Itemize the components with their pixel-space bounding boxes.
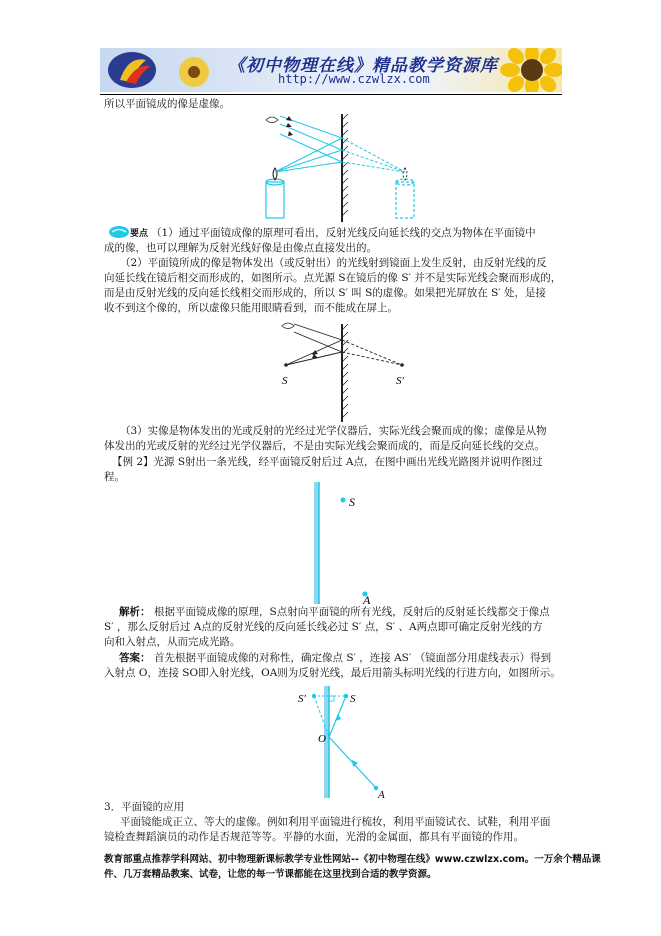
example2-line1: 【例 2】光源 S射出一条光线，经平面镜反射后过 A点，在图中画出光线光路图并说明作图过 — [112, 456, 543, 468]
analysis-line1: 根据平面镜成像的原理，S点射向平面镜的所有光线，反射后的反射延长线都交于像点 — [154, 606, 550, 618]
example2-line2: 程。 — [104, 471, 125, 483]
header-rule — [100, 94, 562, 95]
note1-line1: （1）通过平面镜成像的原理可看出，反射光线反向延长线的交点为物体在平面镜中 — [151, 227, 536, 239]
label-s-prime: S′ — [298, 693, 306, 705]
figure-point-source — [272, 318, 422, 424]
label-s: S — [350, 693, 356, 705]
analysis-label: 解析： — [119, 606, 151, 618]
banner-url: http://www.czwlzx.com — [278, 72, 430, 86]
logo-icon — [106, 50, 216, 90]
note2-line1: （2）平面镜所成的像是物体发出（或反射出）的光线射到镜面上发生反射，由反射光线的反 — [120, 257, 547, 269]
section3-title: 3．平面镜的应用 — [104, 801, 185, 813]
answer-line2: 入射点 O，连接 SO即入射光线，OA则为反射光线，最后用箭头标明光线的行进方向，如图所示。 — [104, 667, 561, 679]
figure-solution — [290, 684, 400, 800]
note2-line2: 向延长线在镜后相交而形成的，如图所示。点光源 S在镜后的像 S′ 并不是实际光线会聚而形成的， — [104, 272, 562, 284]
note2-line4: 收不到这个像的，所以虚像只能用眼睛看到，而不能成在屏上。 — [104, 302, 398, 314]
label-a: A — [378, 789, 385, 800]
answer-line1: 首先根据平面镜成像的对称性，确定像点 S′ ，连接 AS′ （镜面部分用虚线表示）得到 — [154, 652, 552, 664]
note1-line2: 成的像，也可以理解为反射光线好像是由像点直接发出的。 — [104, 242, 377, 254]
note2-line3: 而是由反射光线的反向延长线相交而形成的，所以 S′ 叫 S的虚像。如果把光屏放在 S′ 处，是接 — [104, 287, 547, 299]
figure-example2 — [305, 480, 385, 606]
label-o: O — [318, 733, 326, 745]
footer-line1: 教育部重点推荐学科网站、初中物理新课标教学专业性网站--《初中物理在线》www.czwlzx.com。一万余个精品课 — [104, 854, 601, 865]
label-s: S — [282, 375, 288, 387]
label-s-prime: S′ — [396, 375, 404, 387]
answer-label: 答案： — [119, 652, 151, 664]
key-point-icon — [108, 225, 130, 239]
note-label: 要点 — [130, 229, 149, 239]
header-banner — [100, 48, 562, 92]
section3-line2: 镜检查舞蹈演员的动作是否规范等等。平静的水面，光滑的金属面，都具有平面镜的作用。 — [104, 831, 524, 843]
section3-line1: 平面镜能成正立、等大的虚像。例如利用平面镜进行梳妆，利用平面镜试衣、试鞋，利用平面 — [120, 816, 551, 828]
label-s: S — [349, 495, 355, 509]
label-a: A — [363, 593, 371, 606]
footer-line2: 件、几万套精品教案、试卷，让您的每一节课都能在这里找到合适的教学资源。 — [104, 869, 437, 880]
banner-title: 《初中物理在线》精品教学资源库 — [228, 56, 498, 76]
paragraph-virtual-image: 所以平面镜成的像是虚像。 — [104, 98, 230, 110]
analysis-line3: 向和入射点，从而完成光路。 — [104, 636, 241, 648]
note3-line2: 体发出的光或反射的光经过光学仪器后，不是由实际光线会聚而成的，而是反向延长线的交点。 — [104, 440, 545, 452]
note3-line1: （3）实像是物体发出的光或反射的光经过光学仪器后，实际光线会聚而成的像；虚像是从物 — [120, 425, 547, 437]
analysis-line2: S′ ，那么反射后过 A点的反射光线的反向延长线必过 S′ 点，S′ 、A两点即可确定反射光线的方 — [104, 621, 543, 633]
sunflower-icon — [500, 48, 562, 92]
figure-candle-mirror — [258, 110, 428, 225]
